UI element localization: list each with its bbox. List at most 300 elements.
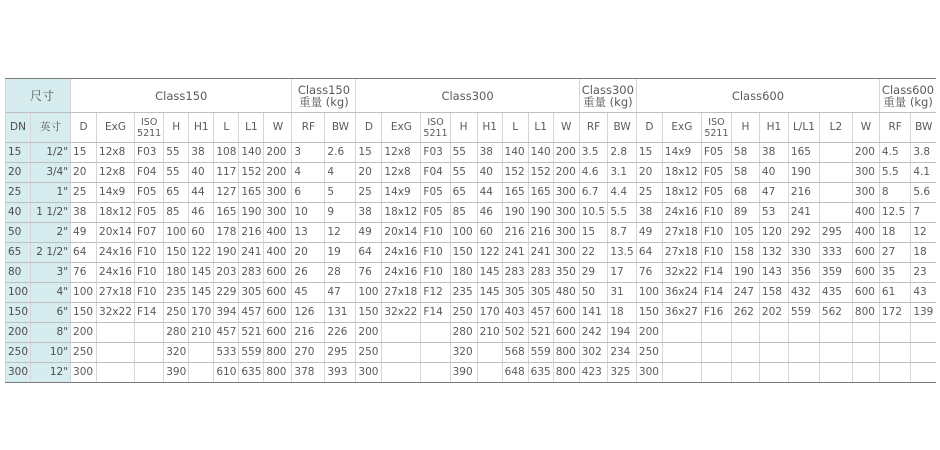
table-cell: 120 [759, 223, 788, 243]
table-cell: F05 [135, 203, 164, 223]
table-cell: 300 [264, 203, 292, 223]
table-cell: 27x18 [662, 243, 701, 263]
table-cell: 242 [579, 323, 608, 343]
table-cell: F05 [135, 183, 164, 203]
table-cell: 7 [911, 203, 936, 223]
table-cell: 190 [731, 263, 759, 283]
table-cell: F05 [701, 183, 731, 203]
table-cell: 300 [852, 183, 879, 203]
table-cell: 300 [553, 223, 579, 243]
table-cell: 150 [450, 243, 477, 263]
table-cell: 5.6 [911, 183, 936, 203]
table-cell: 356 [788, 263, 819, 283]
table-cell: 122 [477, 243, 502, 263]
table-cell: 38 [477, 143, 502, 163]
table-cell: 457 [239, 303, 264, 323]
table-cell [819, 343, 852, 363]
table-cell: 559 [788, 303, 819, 323]
table-cell [135, 343, 164, 363]
table-cell: 85 [450, 203, 477, 223]
table-cell: 44 [477, 183, 502, 203]
table-cell: 292 [788, 223, 819, 243]
table-cell: 19 [325, 243, 356, 263]
column-header: L [502, 113, 528, 143]
table-cell: 131 [325, 303, 356, 323]
table-cell: F14 [421, 303, 450, 323]
table-cell: 50 [579, 283, 608, 303]
table-cell: 76 [71, 263, 97, 283]
table-cell: F04 [135, 163, 164, 183]
table-cell: F10 [421, 263, 450, 283]
table-cell: 65 [164, 183, 189, 203]
table-cell: 6 [292, 183, 325, 203]
table-cell: 800 [553, 363, 579, 383]
table-cell: 24x16 [662, 203, 701, 223]
table-cell: F16 [701, 303, 731, 323]
table-cell: 800 [264, 363, 292, 383]
table-cell: 68 [731, 183, 759, 203]
table-cell: 36x27 [662, 303, 701, 323]
table-cell: 216 [788, 183, 819, 203]
table-cell: 4.1 [911, 163, 936, 183]
table-cell: 158 [731, 243, 759, 263]
table-cell: 333 [819, 243, 852, 263]
table-cell: 600 [852, 243, 879, 263]
table-cell: 65 [450, 183, 477, 203]
table-row [6, 323, 937, 343]
table-cell: 250 [450, 303, 477, 323]
table-cell: 25 [71, 183, 97, 203]
table-cell: 350 [553, 263, 579, 283]
table-cell: F10 [421, 243, 450, 263]
table-cell: 80 [6, 263, 31, 283]
table-cell [759, 323, 788, 343]
table-cell: 359 [819, 263, 852, 283]
table-cell: 200 [264, 143, 292, 163]
table-cell: 250 [356, 343, 382, 363]
table-cell: 10.5 [579, 203, 608, 223]
table-cell [788, 363, 819, 383]
table-cell: 38 [71, 203, 97, 223]
table-cell: 2 1/2" [31, 243, 71, 263]
table-cell: 250 [164, 303, 189, 323]
table-cell: 64 [356, 243, 382, 263]
table-row [6, 303, 937, 323]
table-cell [759, 343, 788, 363]
class150-header: Class150 [71, 79, 292, 113]
table-row [6, 343, 937, 363]
table-cell: 12x8 [97, 163, 135, 183]
column-header: L1 [239, 113, 264, 143]
table-cell [819, 323, 852, 343]
table-cell: 139 [911, 303, 936, 323]
table-cell: 280 [164, 323, 189, 343]
table-cell [135, 323, 164, 343]
table-cell: 800 [264, 343, 292, 363]
table-cell [819, 203, 852, 223]
table-cell [911, 343, 936, 363]
table-cell: 521 [528, 323, 553, 343]
table-cell: 300 [356, 363, 382, 383]
table-cell: 165 [502, 183, 528, 203]
column-header: DN [6, 113, 31, 143]
class300-weight-header: Class300 重量 (kg) [579, 79, 636, 113]
table-cell: 152 [502, 163, 528, 183]
table-cell: 234 [608, 343, 637, 363]
table-cell: 8" [31, 323, 71, 343]
table-cell: 6.7 [579, 183, 608, 203]
table-cell: 35 [879, 263, 910, 283]
table-cell: 568 [502, 343, 528, 363]
table-cell: 559 [528, 343, 553, 363]
table-cell: 32x22 [662, 263, 701, 283]
table-cell: 18 [608, 303, 637, 323]
table-cell [819, 183, 852, 203]
table-cell: 457 [214, 323, 239, 343]
table-cell: 390 [450, 363, 477, 383]
table-cell: 200 [356, 323, 382, 343]
table-cell: 3.5 [579, 143, 608, 163]
table-cell: 140 [239, 143, 264, 163]
table-cell: 150 [164, 243, 189, 263]
table-cell: 27 [879, 243, 910, 263]
table-cell: 27x18 [382, 283, 421, 303]
table-cell: 180 [450, 263, 477, 283]
table-cell: 49 [636, 223, 662, 243]
table-cell: 127 [214, 183, 239, 203]
table-cell: 216 [239, 223, 264, 243]
table-cell: 280 [450, 323, 477, 343]
column-header: ISO 5211 [135, 113, 164, 143]
table-cell: 28 [325, 263, 356, 283]
table-cell: 1/2" [31, 143, 71, 163]
table-cell: 12.5 [879, 203, 910, 223]
table-cell: 194 [608, 323, 637, 343]
table-cell: 648 [502, 363, 528, 383]
table-cell: F10 [135, 283, 164, 303]
table-cell: 190 [788, 163, 819, 183]
table-cell: 250 [6, 343, 31, 363]
table-cell: 241 [239, 243, 264, 263]
table-cell: 15 [356, 143, 382, 163]
table-cell: F05 [701, 143, 731, 163]
table-cell: F10 [701, 243, 731, 263]
table-cell [819, 143, 852, 163]
table-cell: 100 [164, 223, 189, 243]
table-cell: 178 [214, 223, 239, 243]
table-cell: 40 [6, 203, 31, 223]
table-cell: 235 [450, 283, 477, 303]
table-row [6, 243, 937, 263]
table-cell: 203 [214, 263, 239, 283]
table-cell: 610 [214, 363, 239, 383]
column-header: 英寸 [31, 113, 71, 143]
table-cell: 20 [636, 163, 662, 183]
table-cell: 600 [852, 263, 879, 283]
table-cell: 49 [71, 223, 97, 243]
table-cell: F14 [701, 283, 731, 303]
table-cell [701, 363, 731, 383]
table-cell [819, 363, 852, 383]
table-cell: 44 [189, 183, 214, 203]
table-cell: 64 [71, 243, 97, 263]
column-header: H1 [189, 113, 214, 143]
table-cell: 12x8 [97, 143, 135, 163]
table-cell: 85 [164, 203, 189, 223]
table-cell [731, 323, 759, 343]
table-cell: 12x8 [382, 143, 421, 163]
table-cell: 46 [189, 203, 214, 223]
table-cell: 250 [636, 343, 662, 363]
table-cell: 521 [239, 323, 264, 343]
table-cell: 165 [528, 183, 553, 203]
table-cell: 15 [71, 143, 97, 163]
table-cell: 15 [6, 143, 31, 163]
table-cell: F10 [135, 263, 164, 283]
table-cell: F10 [421, 223, 450, 243]
table-cell: 12 [911, 223, 936, 243]
table-cell: 76 [356, 263, 382, 283]
table-cell: 40 [189, 163, 214, 183]
table-cell [662, 323, 701, 343]
table-cell: 38 [759, 143, 788, 163]
table-row [6, 283, 937, 303]
table-cell: 140 [528, 143, 553, 163]
table-cell: 100 [6, 283, 31, 303]
table-cell: 14x9 [97, 183, 135, 203]
table-cell: 132 [759, 243, 788, 263]
column-header: D [356, 113, 382, 143]
column-header: BW [608, 113, 637, 143]
table-cell [382, 323, 421, 343]
table-cell: 394 [214, 303, 239, 323]
table-cell: 170 [189, 303, 214, 323]
table-cell: 140 [502, 143, 528, 163]
table-cell: 5 [325, 183, 356, 203]
table-cell: 26 [292, 263, 325, 283]
table-cell: 20 [356, 163, 382, 183]
table-cell: 165 [239, 183, 264, 203]
table-cell [662, 363, 701, 383]
table-cell: 32x22 [97, 303, 135, 323]
table-cell: 15 [636, 143, 662, 163]
table-cell [911, 363, 936, 383]
table-cell: 31 [608, 283, 637, 303]
table-cell: 432 [788, 283, 819, 303]
table-cell: 283 [502, 263, 528, 283]
table-cell: 423 [579, 363, 608, 383]
table-cell: 435 [819, 283, 852, 303]
table-cell: F14 [701, 263, 731, 283]
table-cell: 480 [553, 283, 579, 303]
table-cell: F05 [701, 163, 731, 183]
table-cell: 200 [553, 163, 579, 183]
table-cell: 502 [502, 323, 528, 343]
table-cell: 3.8 [911, 143, 936, 163]
table-cell: 36x24 [662, 283, 701, 303]
table-cell: 64 [636, 243, 662, 263]
table-cell: 300 [71, 363, 97, 383]
table-cell: 390 [164, 363, 189, 383]
table-cell: 283 [239, 263, 264, 283]
table-cell: F12 [421, 283, 450, 303]
table-cell: 300 [852, 163, 879, 183]
table-cell: 300 [553, 203, 579, 223]
table-cell: 27x18 [97, 283, 135, 303]
column-header: W [264, 113, 292, 143]
table-cell: 3/4" [31, 163, 71, 183]
table-cell: 150 [6, 303, 31, 323]
table-cell: 226 [325, 323, 356, 343]
table-cell: 145 [189, 263, 214, 283]
group-header-row [6, 79, 937, 113]
table-cell: 40 [477, 163, 502, 183]
table-cell: 12" [31, 363, 71, 383]
table-cell: 18 [911, 243, 936, 263]
class600-header: Class600 [636, 79, 879, 113]
table-cell [852, 343, 879, 363]
class150-weight-header: Class150 重量 (kg) [292, 79, 356, 113]
table-cell [819, 163, 852, 183]
table-cell [135, 363, 164, 383]
table-cell: 202 [759, 303, 788, 323]
column-header: BW [911, 113, 936, 143]
table-cell: 89 [731, 203, 759, 223]
table-cell: 158 [759, 283, 788, 303]
table-cell: 58 [731, 163, 759, 183]
table-cell: 270 [292, 343, 325, 363]
table-cell: 8 [879, 183, 910, 203]
table-cell: 141 [579, 303, 608, 323]
table-cell [421, 323, 450, 343]
table-cell: 18x12 [97, 203, 135, 223]
table-row [6, 183, 937, 203]
column-header: L/L1 [788, 113, 819, 143]
table-cell: 4 [292, 163, 325, 183]
table-cell: 5.5 [608, 203, 637, 223]
table-cell: F03 [421, 143, 450, 163]
table-cell: 302 [579, 343, 608, 363]
table-cell [701, 323, 731, 343]
table-cell [852, 363, 879, 383]
table-cell: 58 [731, 143, 759, 163]
table-row [6, 263, 937, 283]
table-cell: 210 [189, 323, 214, 343]
table-cell [189, 343, 214, 363]
table-cell: 600 [264, 303, 292, 323]
table-cell [879, 363, 910, 383]
column-header: L1 [528, 113, 553, 143]
table-cell: 17 [608, 263, 637, 283]
table-cell: 150 [636, 303, 662, 323]
dimension-table [5, 78, 936, 383]
table-cell: 100 [356, 283, 382, 303]
table-cell: 10" [31, 343, 71, 363]
table-cell: 65 [6, 243, 31, 263]
table-cell: 60 [189, 223, 214, 243]
table-cell: F03 [135, 143, 164, 163]
table-cell [879, 323, 910, 343]
table-cell: 600 [553, 323, 579, 343]
table-cell: 117 [214, 163, 239, 183]
table-cell: 9 [325, 203, 356, 223]
table-cell: 53 [759, 203, 788, 223]
table-cell: 126 [292, 303, 325, 323]
column-header: ISO 5211 [701, 113, 731, 143]
table-cell: 305 [502, 283, 528, 303]
table-cell: 13 [292, 223, 325, 243]
table-cell: 40 [759, 163, 788, 183]
table-cell: 1 1/2" [31, 203, 71, 223]
table-cell: 635 [239, 363, 264, 383]
column-header-row [6, 113, 937, 143]
table-cell: 4 [325, 163, 356, 183]
table-cell: 457 [528, 303, 553, 323]
table-cell [477, 363, 502, 383]
table-cell: F04 [421, 163, 450, 183]
table-cell: 47 [759, 183, 788, 203]
table-cell: 12 [325, 223, 356, 243]
table-cell: 108 [214, 143, 239, 163]
column-header: RF [292, 113, 325, 143]
table-cell: 800 [852, 303, 879, 323]
table-cell: 5.5 [879, 163, 910, 183]
table-cell [731, 363, 759, 383]
column-header: W [852, 113, 879, 143]
table-cell: 24x16 [97, 243, 135, 263]
table-cell: 23 [911, 263, 936, 283]
table-cell: 403 [502, 303, 528, 323]
table-cell: 400 [264, 243, 292, 263]
column-header: RF [879, 113, 910, 143]
table-cell: 55 [164, 163, 189, 183]
table-row [6, 203, 937, 223]
table-cell: 190 [528, 203, 553, 223]
table-cell: 170 [477, 303, 502, 323]
table-cell [477, 343, 502, 363]
table-cell: 46 [477, 203, 502, 223]
table-cell [852, 323, 879, 343]
table-row [6, 163, 937, 183]
table-cell: 235 [164, 283, 189, 303]
table-cell: 18x12 [382, 203, 421, 223]
column-header: ISO 5211 [421, 113, 450, 143]
table-cell: 1" [31, 183, 71, 203]
table-cell: 4.4 [608, 183, 637, 203]
table-cell [382, 343, 421, 363]
table-cell: 325 [608, 363, 637, 383]
table-cell: 38 [189, 143, 214, 163]
column-header: H [164, 113, 189, 143]
table-cell: 12x8 [382, 163, 421, 183]
table-cell: 20 [6, 163, 31, 183]
table-cell: 216 [292, 323, 325, 343]
table-cell: F10 [701, 203, 731, 223]
table-cell: 400 [852, 203, 879, 223]
table-cell: 29 [579, 263, 608, 283]
table-cell: 6" [31, 303, 71, 323]
column-header: L [214, 113, 239, 143]
table-cell: 200 [636, 323, 662, 343]
table-cell: 100 [71, 283, 97, 303]
table-cell: 300 [264, 183, 292, 203]
table-cell [97, 363, 135, 383]
table-cell: 165 [214, 203, 239, 223]
table-cell: 150 [356, 303, 382, 323]
table-cell: 22 [579, 243, 608, 263]
column-header: ExG [97, 113, 135, 143]
table-cell: 20x14 [382, 223, 421, 243]
